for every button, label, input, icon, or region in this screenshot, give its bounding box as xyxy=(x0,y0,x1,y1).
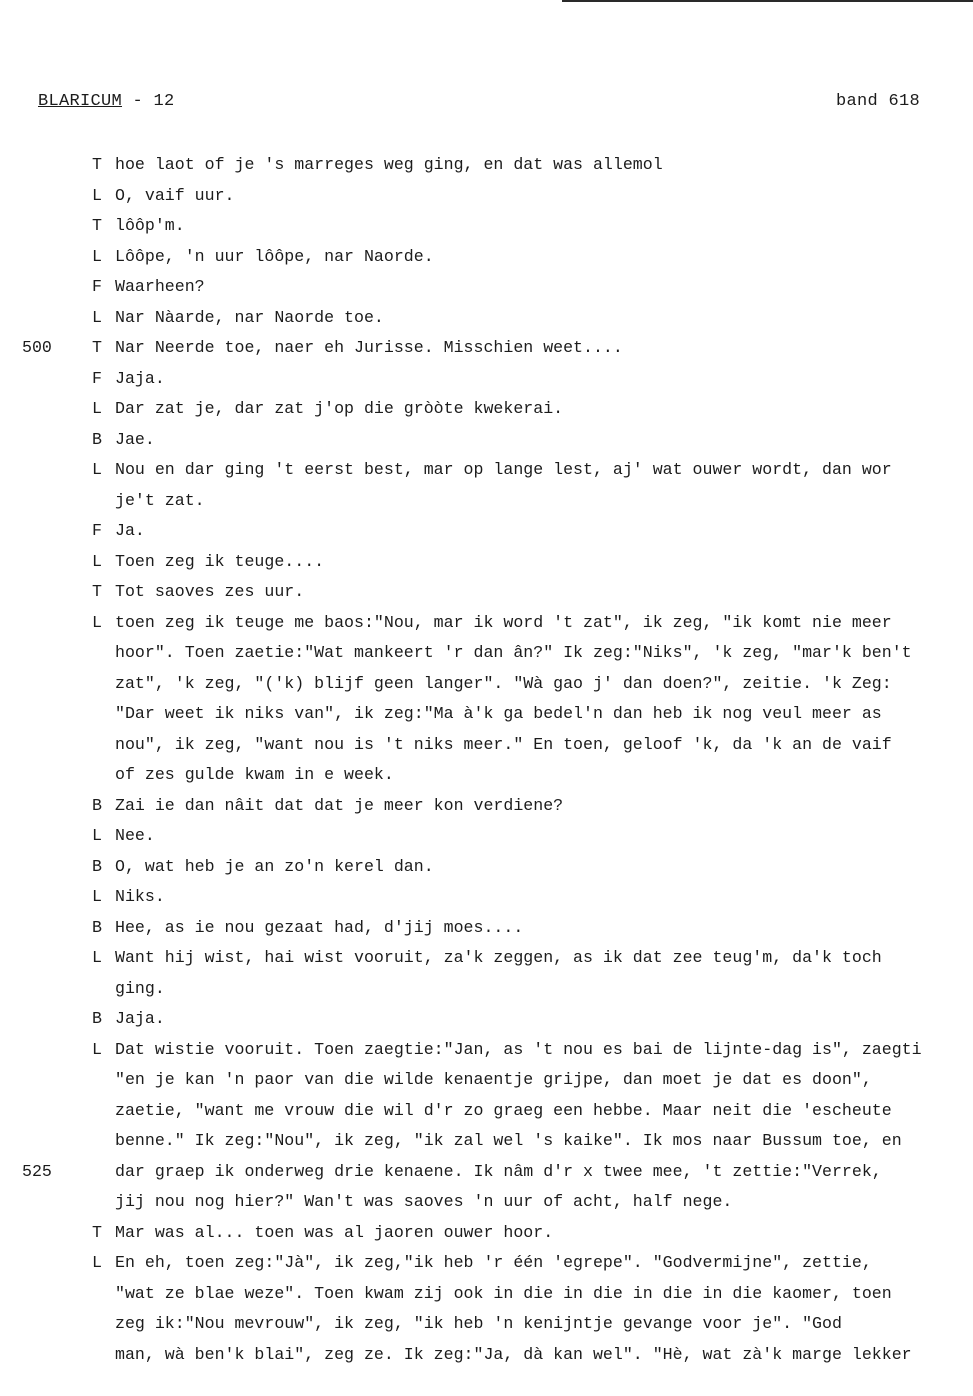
transcript-line xyxy=(0,943,973,974)
transcript-line xyxy=(0,730,973,761)
utterance-text: Mar was al... toen was al jaoren ouwer hoor. xyxy=(115,1222,554,1242)
transcript-line xyxy=(0,1035,973,1066)
transcript-line xyxy=(0,333,973,364)
speaker-code: T xyxy=(92,216,102,235)
transcript-line xyxy=(0,1004,973,1035)
transcript-line xyxy=(0,1340,973,1371)
transcript-line xyxy=(0,303,973,334)
utterance-text: Waarheen? xyxy=(115,277,205,296)
speaker-code: T xyxy=(92,1222,102,1242)
transcript-line xyxy=(0,882,973,913)
utterance-text: Jaja. xyxy=(115,1009,165,1028)
page-number: - 12 xyxy=(122,92,175,111)
top-rule xyxy=(562,0,973,2)
speaker-code: L xyxy=(92,1253,102,1272)
speaker-code: L xyxy=(92,826,102,845)
transcript-line xyxy=(0,1218,973,1249)
utterance-text: ging. xyxy=(115,978,165,998)
transcript-line xyxy=(0,150,973,181)
transcript-line xyxy=(0,425,973,456)
utterance-text: Jaja. xyxy=(115,368,165,388)
utterance-text: man, wà ben'k blai", zeg ze. Ik zeg:"Ja, dà kan wel". "Hè, wat zà'k marge lekker xyxy=(115,1344,912,1364)
transcript-line xyxy=(0,547,973,578)
speaker-code: T xyxy=(92,155,102,174)
transcript-line xyxy=(0,1279,973,1310)
speaker-code: B xyxy=(92,429,102,449)
page-header-left xyxy=(38,92,175,111)
utterance-text: En eh, toen zeg:"Jà", ik zeg,"ik heb 'r één 'egrepe". "Godvermijne", zettie, xyxy=(115,1253,872,1272)
utterance-text: benne." Ik zeg:"Nou", ik zeg, "ik zal wel 's kaike". Ik mos naar Bussum toe, en xyxy=(115,1131,902,1150)
utterance-text: "Dar weet ik niks van", ik zeg:"Ma à'k ga bedel'n dan heb ik nog veul meer as xyxy=(115,704,882,723)
transcript-line xyxy=(0,760,973,791)
utterance-text: Dat wistie vooruit. Toen zaegtie:"Jan, as 't nou es bai de lijnte-dag is", zaegti xyxy=(115,1039,922,1059)
utterance-text: Hee, as ie nou gezaat had, d'jij moes.... xyxy=(115,917,524,937)
speaker-code: L xyxy=(92,399,102,418)
transcript-line xyxy=(0,1157,973,1188)
transcript-line xyxy=(0,181,973,212)
speaker-code: L xyxy=(92,307,102,327)
line-number: 525 xyxy=(22,1161,52,1181)
utterance-text: nou", ik zeg, "want nou is 't niks meer." En toen, geloof 'k, da 'k an de vaif xyxy=(115,734,892,754)
transcript-line xyxy=(0,1065,973,1096)
speaker-code: L xyxy=(92,1039,102,1059)
transcript-line xyxy=(0,791,973,822)
transcript-line xyxy=(0,913,973,944)
utterance-text: lôôp'm. xyxy=(115,216,185,235)
transcript-line xyxy=(0,852,973,883)
transcript-line xyxy=(0,242,973,273)
utterance-text: Nar Nàarde, nar Naorde toe. xyxy=(115,307,384,327)
speaker-code: T xyxy=(92,338,102,357)
utterance-text: jij nou nog hier?" Wan't was saoves 'n uur of acht, half nege. xyxy=(115,1192,733,1211)
speaker-code: B xyxy=(92,1009,102,1028)
speaker-code: B xyxy=(92,917,102,937)
transcript-line xyxy=(0,974,973,1005)
utterance-text: Nar Neerde toe, naer eh Jurisse. Misschien weet.... xyxy=(115,338,623,357)
utterance-text: dar graep ik onderweg drie kenaene. Ik nâm d'r x twee mee, 't zettie:"Verrek, xyxy=(115,1161,882,1181)
utterance-text: of zes gulde kwam in e week. xyxy=(115,765,394,784)
utterance-text: Dar zat je, dar zat j'op die gròòte kwekerai. xyxy=(115,399,564,418)
speaker-code: L xyxy=(92,612,102,632)
utterance-text: zeg ik:"Nou mevrouw", ik zeg, "ik heb 'n kenijntje gevange voor je". "God xyxy=(115,1314,842,1333)
speaker-code: L xyxy=(92,185,102,205)
transcript-line xyxy=(0,1248,973,1279)
transcript-line xyxy=(0,821,973,852)
transcript-line xyxy=(0,669,973,700)
utterance-text: Nee. xyxy=(115,826,155,845)
speaker-code: L xyxy=(92,887,102,906)
transcript-line xyxy=(0,272,973,303)
utterance-text: Ja. xyxy=(115,521,145,540)
utterance-text: "en je kan 'n paor van die wilde kenaentje grijpe, dan moet je dat es doon", xyxy=(115,1070,872,1089)
transcript-line xyxy=(0,364,973,395)
utterance-text: hoor". Toen zaetie:"Wat mankeert 'r dan ân?" Ik zeg:"Niks", 'k zeg, "mar'k ben't xyxy=(115,643,912,662)
transcript-line xyxy=(0,1309,973,1340)
utterance-text: Toen zeg ik teuge.... xyxy=(115,551,325,571)
utterance-text: zat", 'k zeg, "('k) blijf geen langer". "Wà gao j' dan doen?", zeitie. 'k Zeg: xyxy=(115,673,892,693)
transcript-line xyxy=(0,394,973,425)
transcript-line xyxy=(0,577,973,608)
utterance-text: hoe laot of je 's marreges weg ging, en dat was allemol xyxy=(115,155,663,174)
utterance-text: "wat ze blae weze". Toen kwam zij ook in die in die in die in die kaomer, toen xyxy=(115,1283,892,1303)
transcript-line xyxy=(0,455,973,486)
transcript xyxy=(0,150,973,1370)
speaker-code: F xyxy=(92,368,102,388)
utterance-text: O, wat heb je an zo'n kerel dan. xyxy=(115,856,434,876)
speaker-code: L xyxy=(92,948,102,967)
utterance-text: Nou en dar ging 't eerst best, mar op lange lest, aj' wat ouwer wordt, dan wor xyxy=(115,460,892,479)
tape-label: band 618 xyxy=(836,92,921,111)
transcript-line xyxy=(0,1126,973,1157)
utterance-text: toen zeg ik teuge me baos:"Nou, mar ik word 't zat", ik zeg, "ik komt nie meer xyxy=(115,612,892,632)
utterance-text: Niks. xyxy=(115,887,165,906)
speaker-code: F xyxy=(92,521,102,540)
line-number: 500 xyxy=(22,338,52,357)
utterance-text: je't zat. xyxy=(115,490,205,510)
transcript-line xyxy=(0,1096,973,1127)
transcript-line xyxy=(0,638,973,669)
transcript-line xyxy=(0,516,973,547)
utterance-text: zaetie, "want me vrouw die wil d'r zo graeg een hebbe. Maar neit die 'escheute xyxy=(115,1100,892,1120)
transcript-line xyxy=(0,211,973,242)
utterance-text: O, vaif uur. xyxy=(115,185,235,205)
transcript-line xyxy=(0,1187,973,1218)
speaker-code: F xyxy=(92,277,102,296)
speaker-code: B xyxy=(92,856,102,876)
speaker-code: L xyxy=(92,460,102,479)
transcript-line xyxy=(0,608,973,639)
transcript-line xyxy=(0,699,973,730)
utterance-text: Jae. xyxy=(115,429,155,449)
utterance-text: Tot saoves zes uur. xyxy=(115,582,305,601)
speaker-code: L xyxy=(92,551,102,571)
speaker-code: L xyxy=(92,246,102,266)
utterance-text: Lôôpe, 'n uur lôôpe, nar Naorde. xyxy=(115,246,434,266)
speaker-code: T xyxy=(92,582,102,601)
speaker-code: B xyxy=(92,795,102,815)
utterance-text: Zai ie dan nâit dat dat je meer kon verdiene? xyxy=(115,795,564,815)
transcript-line xyxy=(0,486,973,517)
place-name: BLARICUM xyxy=(38,92,123,111)
utterance-text: Want hij wist, hai wist vooruit, za'k zeggen, as ik dat zee teug'm, da'k toch xyxy=(115,948,882,967)
